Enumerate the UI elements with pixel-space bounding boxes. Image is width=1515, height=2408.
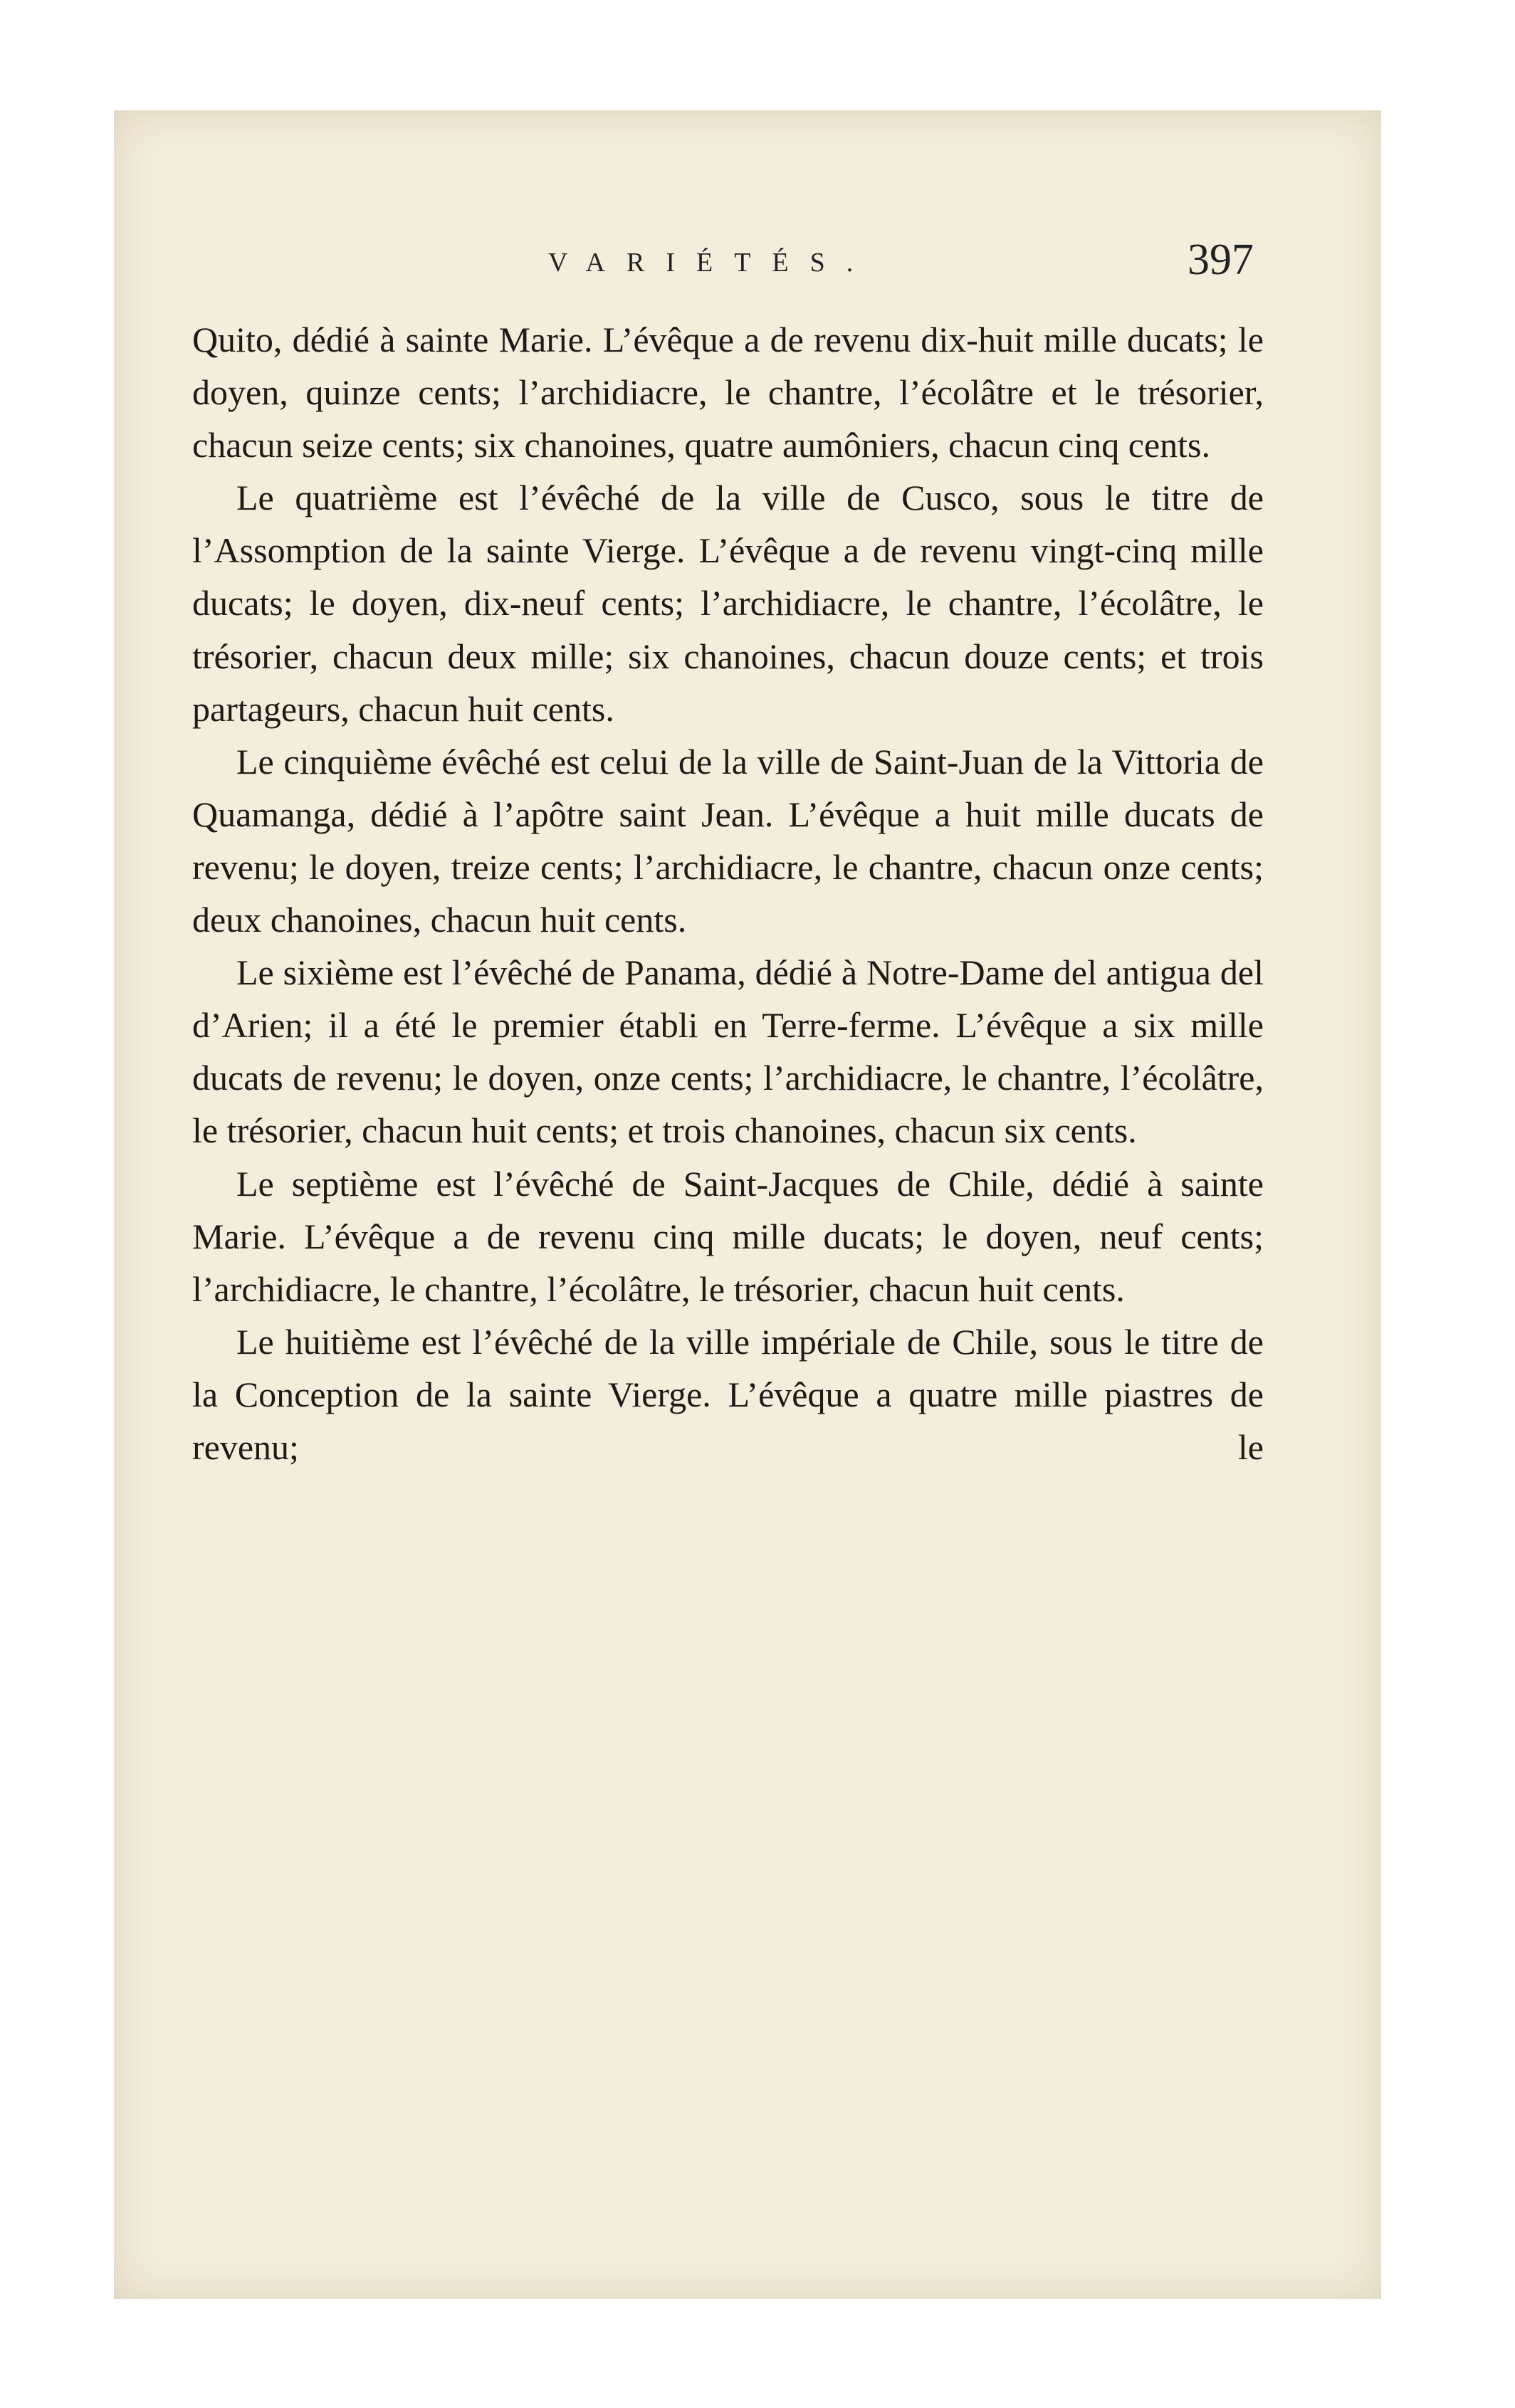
paragraph-imperial-chile: Le huitième est l’évêché de la ville impériale de Chile, sous le titre de la Conception de la sainte Vierge. L’évêque a quatre mille piastres de revenu; le	[192, 1321, 1264, 1467]
body-text	[192, 313, 1264, 1473]
paragraph-cusco: Le quatrième est l’évêché de la ville de Cusco, sous le titre de l’Assomption de la sainte Vierge. L’évêque a de revenu vingt-cinq mille ducats; le doyen, dix-neuf cents; l’archidiacre, le chantre, l’écolâtre, le trésorier, chacun deux mille; six chanoines, chacun douze cents; et trois partageurs, chacun huit cents.	[192, 478, 1264, 729]
page-number: 397	[1188, 236, 1254, 284]
paragraph-santiago-de-chile: Le septième est l’évêché de Saint-Jacques de Chile, dédié à sainte Marie. L’évêque a de revenu cinq mille ducats; le doyen, neuf cents; l’archidiacre, le chantre, l’écolâtre, le trésorier, chacun huit cents.	[192, 1163, 1264, 1309]
paragraph-quito: Quito, dédié à sainte Marie. L’évêque a de revenu dix-huit mille ducats; le doyen, quinze cents; l’archidiacre, le chantre, l’écolâtre et le trésorier, chacun seize cents; six chanoines, quatre aumôniers, chacun cinq cents.	[192, 320, 1264, 466]
book-page	[114, 110, 1381, 2299]
paragraph-quamanga: Le cinquième évêché est celui de la ville de Saint-Juan de la Vittoria de Quamanga, dédié à l’apôtre saint Jean. L’évêque a huit mille ducats de revenu; le doyen, treize cents; l’archidiacre, le chantre, chacun onze cents; deux chanoines, chacun huit cents.	[192, 741, 1264, 940]
paragraph-panama: Le sixième est l’évêché de Panama, dédié à Notre-Dame del antigua del d’Arien; il a été le premier établi en Terre-ferme. L’évêque a six mille ducats de revenu; le doyen, onze cents; l’archidiacre, le chantre, l’écolâtre, le trésorier, chacun huit cents; et trois chanoines, chacun six cents.	[192, 952, 1264, 1151]
running-head: VARIÉTÉS.	[548, 248, 875, 278]
